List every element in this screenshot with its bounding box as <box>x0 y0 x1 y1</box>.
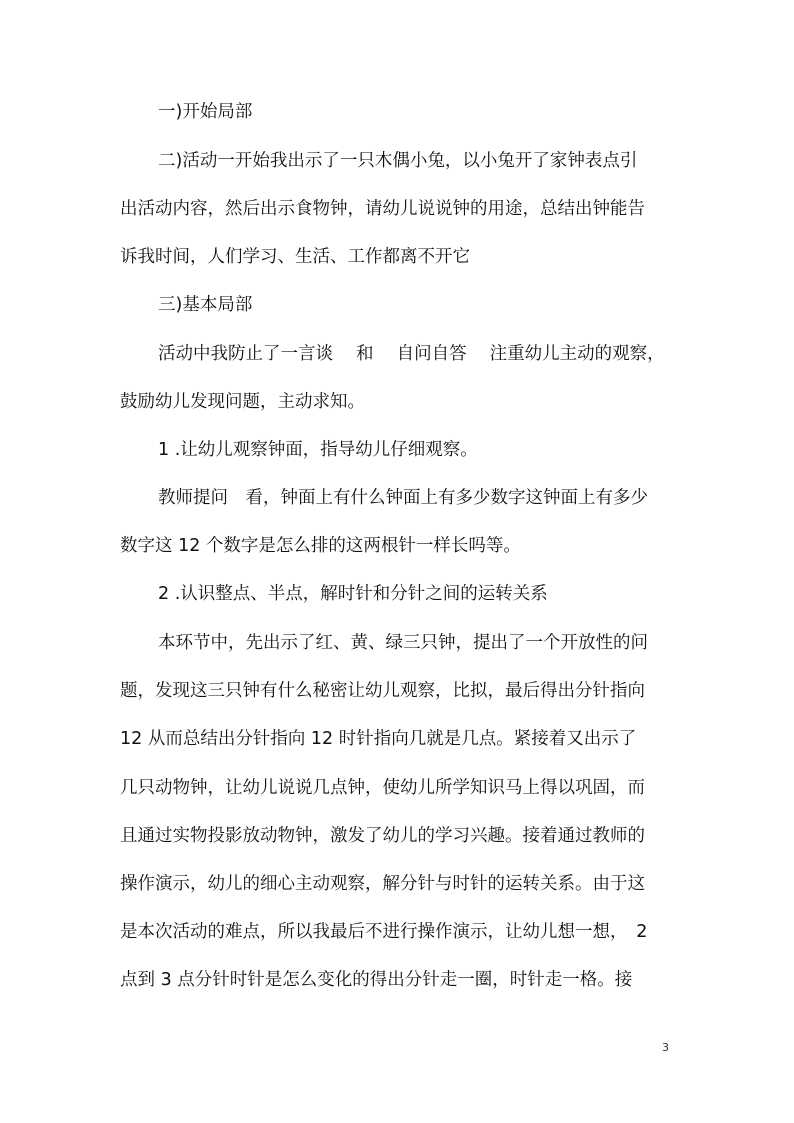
section-heading-basic: 三)基本局部 <box>158 295 253 315</box>
paragraph-line: 数字这 12 个数字是怎么排的这两根针一样长吗等。 <box>120 536 521 556</box>
paragraph-line: 诉我时间，人们学习、生活、工作都离不开它 <box>120 247 470 267</box>
paragraph-line: 12 从而总结出分针指向 12 时针指向几就是几点。紧接着又出示了 <box>120 729 637 749</box>
paragraph-line: 操作演示，幼儿的细心主动观察，解分针与时针的运转关系。由于这 <box>120 874 645 894</box>
paragraph-line: 且通过实物投影放动物钟，激发了幼儿的学习兴趣。接着通过教师的 <box>120 826 645 846</box>
paragraph-line: 几只动物钟，让幼儿说说几点钟，使幼儿所学知识马上得以巩固，而 <box>120 778 645 798</box>
page-number: 3 <box>662 1041 669 1054</box>
paragraph-line: 题，发现这三只钟有什么秘密让幼儿观察，比拟，最后得出分针指向 <box>120 681 645 701</box>
paragraph-line: 是本次活动的难点，所以我最后不进行操作演示，让幼儿想一想， 2 <box>120 922 648 942</box>
paragraph-line: 出活动内容，然后出示食物钟，请幼儿说说钟的用途，总结出钟能告 <box>120 199 645 219</box>
paragraph-line: 教师提问 看，钟面上有什么钟面上有多少数字这钟面上有多少 <box>158 488 648 508</box>
paragraph-line: 点到 3 点分针时针是怎么变化的得出分针走一圈，时针走一格。接 <box>120 970 633 990</box>
numbered-item-1: 1 .让幼儿观察钟面，指导幼儿仔细观察。 <box>158 440 478 460</box>
paragraph-line: 二)活动一开始我出示了一只木偶小兔，以小兔开了家钟表点引 <box>158 151 638 171</box>
numbered-item-2: 2 .认识整点、半点，解时针和分针之间的运转关系 <box>158 584 548 604</box>
paragraph-line: 本环节中，先出示了红、黄、绿三只钟，提出了一个开放性的问 <box>158 633 648 653</box>
section-heading-opening: 一)开始局部 <box>158 102 253 122</box>
paragraph-line: 活动中我防止了一言谈 和 自问自答 注重幼儿主动的观察， <box>158 344 665 364</box>
paragraph-line: 鼓励幼儿发现问题，主动求知。 <box>120 392 365 412</box>
